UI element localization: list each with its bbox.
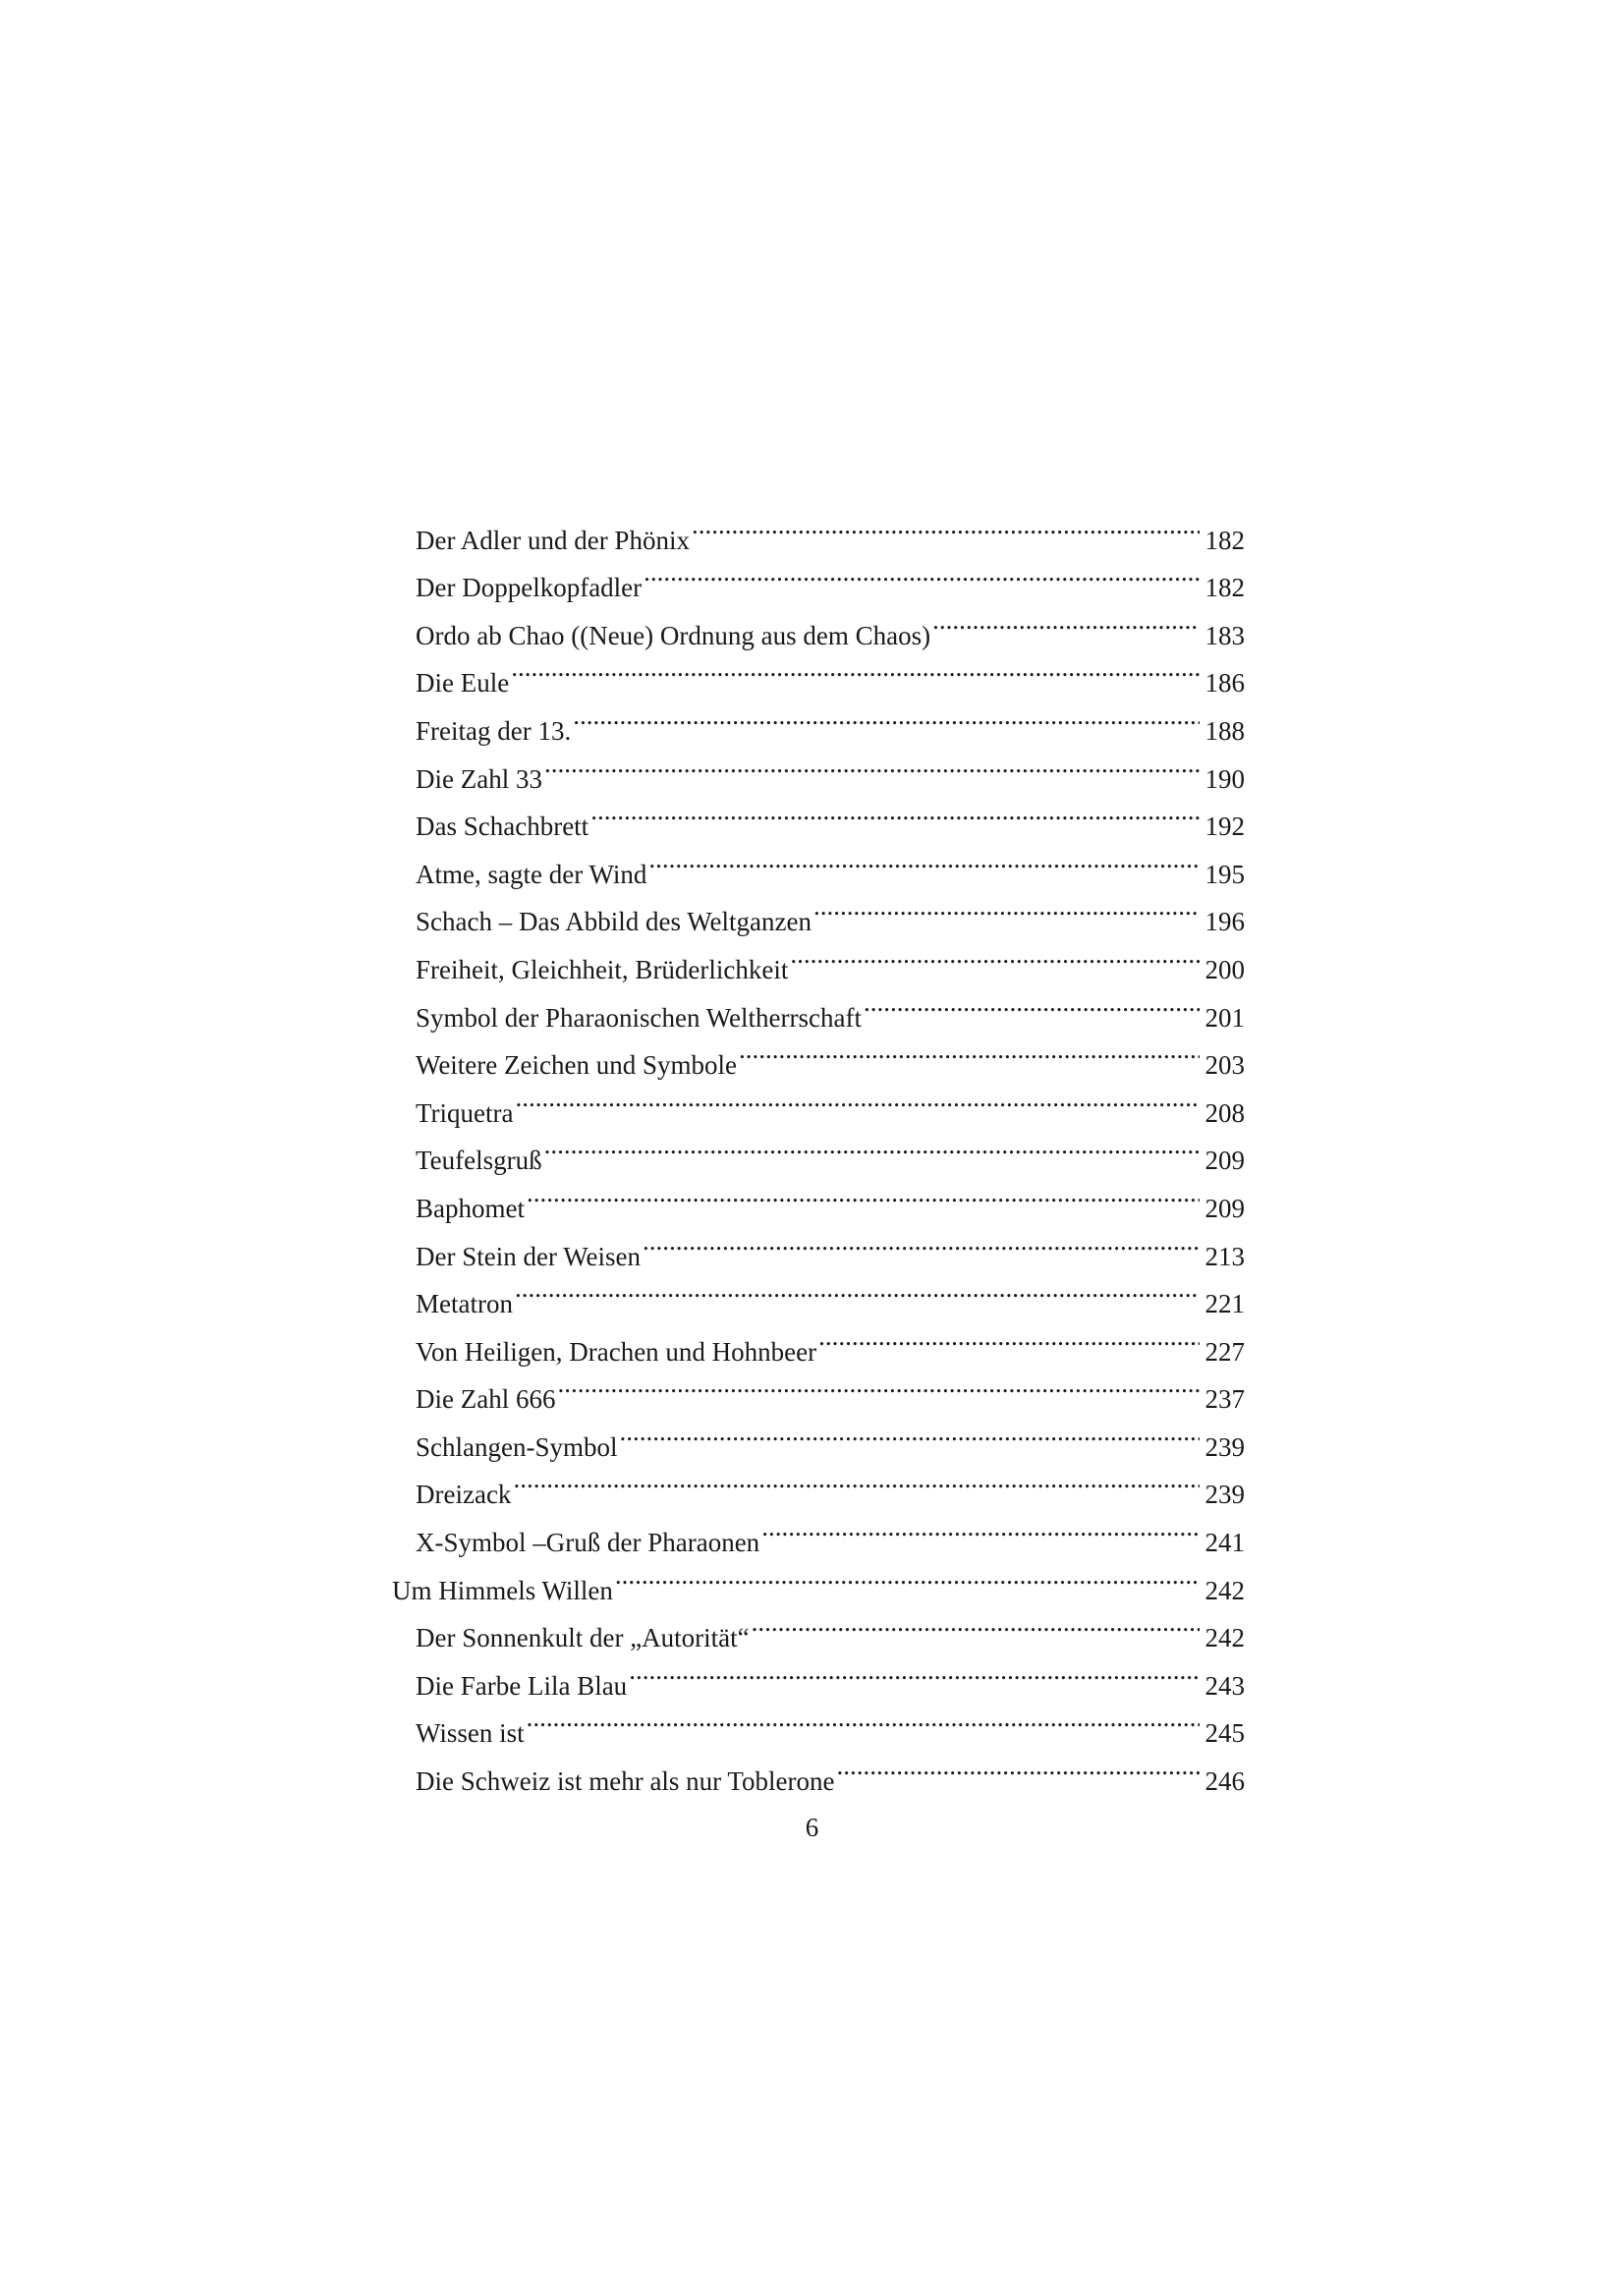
toc-entry-title: Die Farbe Lila Blau <box>416 1670 628 1701</box>
toc-entry-page-number: 213 <box>1204 1241 1245 1271</box>
toc-entry-title: Metatron <box>416 1289 513 1319</box>
toc-entry-title: Um Himmels Willen <box>392 1575 613 1605</box>
toc-entry[interactable] <box>392 501 1245 555</box>
toc-entry-page-number: 243 <box>1204 1670 1245 1701</box>
toc-entry-page-number: 195 <box>1204 859 1245 889</box>
toc-entry[interactable] <box>392 1074 1245 1128</box>
toc-dot-leader <box>619 1408 1200 1456</box>
toc-dot-leader <box>739 1027 1200 1075</box>
toc-dot-leader <box>761 1503 1200 1551</box>
toc-entry-title: Die Zahl 33 <box>416 763 542 794</box>
toc-dot-leader <box>790 930 1200 979</box>
toc-entry-page-number: 192 <box>1204 812 1245 842</box>
toc-entry-page-number: 186 <box>1204 668 1245 699</box>
toc-dot-leader <box>615 1551 1200 1599</box>
toc-entry-page-number: 239 <box>1204 1431 1245 1462</box>
toc-entry-title: X-Symbol –Gruß der Pharaonen <box>416 1528 760 1558</box>
toc-entry-page-number: 208 <box>1204 1097 1245 1128</box>
toc-entry[interactable] <box>392 1265 1245 1319</box>
toc-entry[interactable] <box>392 1456 1245 1510</box>
toc-entry-title: Der Sonnenkult der „Autorität“ <box>416 1623 750 1653</box>
toc-dot-leader <box>544 740 1200 788</box>
toc-entry[interactable] <box>392 644 1245 699</box>
toc-entry[interactable] <box>392 1122 1245 1176</box>
toc-entry-page-number: 246 <box>1204 1766 1245 1797</box>
toc-dot-leader <box>813 883 1200 931</box>
toc-dot-leader <box>752 1599 1200 1648</box>
toc-entry-title: Atme, sagte der Wind <box>416 859 647 889</box>
toc-entry-title: Die Eule <box>416 668 510 699</box>
toc-entry-title: Von Heiligen, Drachen und Hohnbeer <box>416 1336 817 1367</box>
toc-dot-leader <box>515 1265 1200 1314</box>
toc-entry-title: Ordo ab Chao ((Neue) Ordnung aus dem Chaos) <box>416 620 931 650</box>
toc-entry-title: Dreizack <box>416 1480 512 1510</box>
table-of-contents <box>392 501 1245 1797</box>
toc-dot-leader <box>648 835 1200 883</box>
toc-dot-leader <box>932 596 1200 644</box>
toc-entry-title: Der Stein der Weisen <box>416 1241 642 1271</box>
toc-dot-leader <box>629 1647 1200 1695</box>
toc-entry-title: Der Doppelkopfadler <box>416 573 643 603</box>
toc-entry-page-number: 209 <box>1204 1193 1245 1223</box>
toc-entry[interactable] <box>392 692 1245 746</box>
toc-dot-leader <box>511 644 1200 693</box>
toc-entry-title: Weitere Zeichen und Symbole <box>416 1050 737 1081</box>
toc-entry-title: Das Schachbrett <box>416 812 589 842</box>
toc-entry-page-number: 242 <box>1204 1623 1245 1653</box>
toc-entry-title: Symbol der Pharaonischen Weltherrschaft <box>416 1002 862 1033</box>
toc-entry-page-number: 242 <box>1204 1575 1245 1605</box>
toc-entry-page-number: 209 <box>1204 1146 1245 1176</box>
toc-dot-leader <box>643 1217 1200 1265</box>
toc-entry-page-number: 227 <box>1204 1336 1245 1367</box>
toc-entry-page-number: 237 <box>1204 1384 1245 1415</box>
toc-entry-title: Freitag der 13. <box>416 715 572 746</box>
toc-dot-leader <box>590 788 1200 836</box>
toc-entry[interactable] <box>392 1503 1245 1558</box>
toc-entry-title: Die Zahl 666 <box>416 1384 556 1415</box>
toc-entry-page-number: 245 <box>1204 1718 1245 1749</box>
toc-entry[interactable] <box>392 1313 1245 1367</box>
toc-entry-page-number: 190 <box>1204 763 1245 794</box>
toc-entry-page-number: 182 <box>1204 525 1245 555</box>
toc-dot-leader <box>527 1695 1200 1743</box>
page-number: 6 <box>805 1813 819 1842</box>
toc-dot-leader <box>516 1074 1201 1122</box>
toc-dot-leader <box>818 1313 1200 1361</box>
toc-entry-page-number: 200 <box>1204 954 1245 984</box>
toc-dot-leader <box>864 979 1200 1027</box>
toc-entry-title: Schach – Das Abbild des Weltganzen <box>416 907 812 937</box>
toc-dot-leader <box>527 1169 1200 1217</box>
toc-entry-page-number: 239 <box>1204 1480 1245 1510</box>
toc-entry-page-number: 201 <box>1204 1002 1245 1033</box>
toc-entry-title: Die Schweiz ist mehr als nur Toblerone <box>416 1766 835 1797</box>
toc-entry-title: Baphomet <box>416 1193 525 1223</box>
toc-entry-title: Freiheit, Gleichheit, Brüderlichkeit <box>416 954 789 984</box>
toc-dot-leader <box>573 692 1200 740</box>
toc-dot-leader <box>837 1742 1200 1790</box>
toc-dot-leader <box>513 1456 1200 1504</box>
toc-entry-page-number: 182 <box>1204 573 1245 603</box>
toc-entry-page-number: 221 <box>1204 1289 1245 1319</box>
toc-entry-title: Teufelsgruß <box>416 1146 542 1176</box>
toc-entry-title: Schlangen-Symbol <box>416 1431 618 1462</box>
toc-dot-leader <box>692 501 1200 549</box>
toc-entry-page-number: 241 <box>1204 1528 1245 1558</box>
toc-entry-title: Wissen ist <box>416 1718 525 1749</box>
toc-entry-title: Triquetra <box>416 1097 514 1128</box>
toc-entry-page-number: 188 <box>1204 715 1245 746</box>
toc-entry-page-number: 196 <box>1204 907 1245 937</box>
toc-dot-leader <box>644 549 1200 597</box>
toc-dot-leader <box>544 1122 1200 1170</box>
toc-dot-leader <box>557 1361 1200 1409</box>
toc-entry-title: Der Adler und der Phönix <box>416 525 690 555</box>
toc-entry-page-number: 183 <box>1204 620 1245 650</box>
toc-entry-page-number: 203 <box>1204 1050 1245 1081</box>
